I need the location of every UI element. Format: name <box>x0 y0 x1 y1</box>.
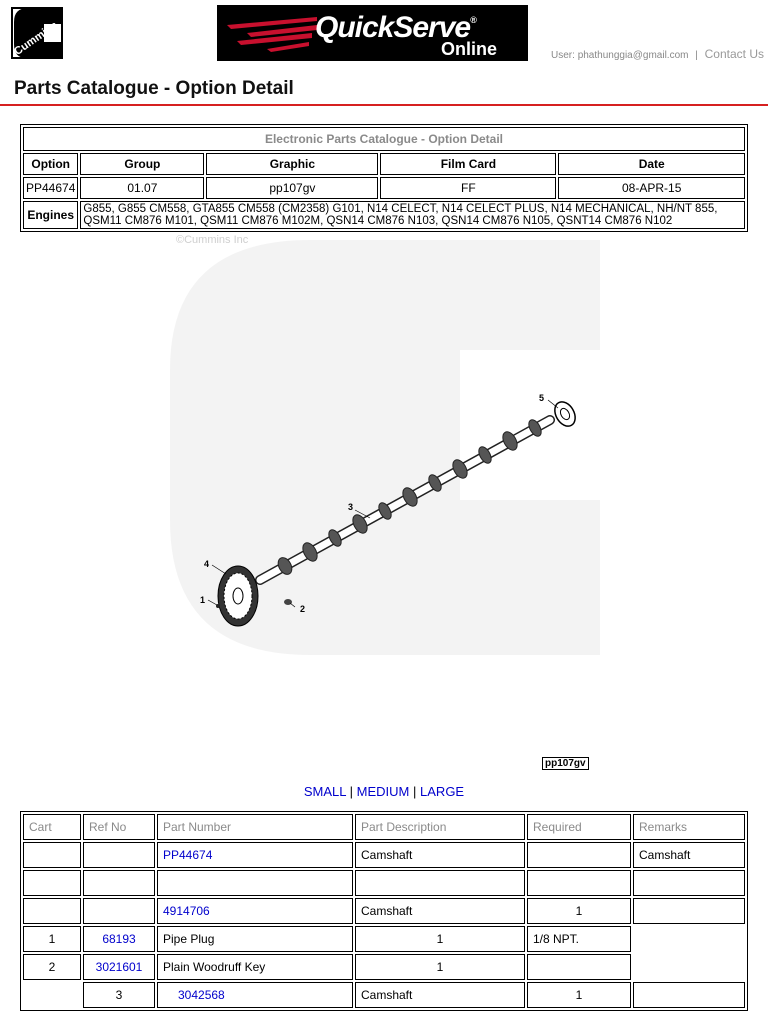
camshaft-exploded-diagram <box>160 230 610 660</box>
description-cell: Camshaft <box>355 898 525 924</box>
header-film-card: Film Card <box>380 153 556 175</box>
header-option: Option <box>23 153 78 175</box>
engines-label: Engines <box>23 201 78 229</box>
remarks-cell <box>633 898 745 924</box>
header-required: Required <box>527 814 631 840</box>
quickserve-title: QuickServe® <box>315 11 476 44</box>
required-cell <box>527 842 631 868</box>
callout-5: 5 <box>539 393 545 403</box>
callout-4: 4 <box>204 559 210 569</box>
user-email: phathunggia@gmail.com <box>577 50 689 61</box>
option-table-caption: Electronic Parts Catalogue - Option Detail <box>23 127 745 151</box>
part-number-cell <box>157 898 353 924</box>
woodruff-key-part <box>284 599 292 605</box>
option-detail-table <box>20 124 748 232</box>
header-remarks: Remarks <box>633 814 745 840</box>
header-date: Date <box>558 153 745 175</box>
remarks-cell <box>633 926 745 980</box>
ref-cell: 3 <box>83 982 155 1008</box>
user-label: User: <box>551 50 575 61</box>
description-cell: 1 <box>355 954 525 980</box>
cart-cell[interactable] <box>23 898 81 924</box>
option-value: PP44674 <box>23 177 78 199</box>
table-row <box>23 870 745 896</box>
ref-no-link[interactable]: 3021601 <box>95 960 143 974</box>
part-number-link[interactable]: PP44674 <box>163 848 213 862</box>
user-bar <box>551 47 764 61</box>
parts-table-header <box>23 814 745 840</box>
cummins-logo[interactable] <box>4 4 68 62</box>
required-cell <box>527 954 631 980</box>
table-row <box>23 842 745 868</box>
title-divider <box>0 104 768 106</box>
user-bar-separator: | <box>695 50 698 61</box>
engines-list: G855, G855 CM558, GTA855 CM558 (CM2358) G101, N14 CELECT, N14 CELECT PLUS, N14 MECHANICAL, NH/NT 855, QSM11 CM876 M101, QSM11 CM876 M102M, QSN14 CM876 N103, QSN14 CM876 N105, QSNT14 CM876 N102 <box>80 201 745 229</box>
cart-cell[interactable] <box>23 870 81 896</box>
remarks-cell <box>633 982 745 1008</box>
site-header <box>0 0 768 68</box>
remarks-cell: Camshaft <box>633 842 745 868</box>
quickserve-banner[interactable] <box>217 5 528 61</box>
header-ref-no: Ref No <box>83 814 155 840</box>
size-medium-link[interactable]: MEDIUM <box>356 784 410 799</box>
image-size-links <box>0 784 768 799</box>
header-part-number: Part Number <box>157 814 353 840</box>
group-value: 01.07 <box>80 177 204 199</box>
size-small-link[interactable]: SMALL <box>303 784 347 799</box>
required-cell: 1 <box>527 898 631 924</box>
table-row <box>23 982 745 1008</box>
ref-cell <box>83 870 155 896</box>
cart-cell[interactable]: 2 <box>23 954 81 980</box>
part-number-cell <box>157 842 353 868</box>
film-card-value: FF <box>380 177 556 199</box>
part-number-cell: Plain Woodruff Key <box>157 954 353 980</box>
contact-us-link[interactable]: Contact Us <box>704 47 764 61</box>
header-part-description: Part Description <box>355 814 525 840</box>
quickserve-subtitle: Online <box>441 39 498 59</box>
required-cell: 1/8 NPT. <box>527 926 631 952</box>
camshaft-gear-part <box>218 566 258 626</box>
description-cell <box>355 870 525 896</box>
description-cell: Camshaft <box>355 982 525 1008</box>
svg-text:Cummins: Cummins <box>12 19 61 58</box>
ref-no-link[interactable]: 68193 <box>102 932 136 946</box>
page-title: Parts Catalogue - Option Detail <box>14 78 294 99</box>
graphic-value: pp107gv <box>206 177 378 199</box>
cart-cell[interactable] <box>23 842 81 868</box>
parts-table <box>20 811 748 1011</box>
part-number-link[interactable]: 3042568 <box>178 988 225 1002</box>
callout-2: 2 <box>300 604 306 614</box>
required-cell: 1 <box>527 982 631 1008</box>
copyright-text: ©Cummins Inc <box>176 234 249 246</box>
callout-1: 1 <box>200 595 206 605</box>
ref-cell <box>83 842 155 868</box>
size-separator: | <box>349 784 354 799</box>
callout-3: 3 <box>348 502 354 512</box>
size-large-link[interactable]: LARGE <box>420 784 465 799</box>
part-number-cell <box>157 982 353 1008</box>
header-graphic: Graphic <box>206 153 378 175</box>
date-value: 08-APR-15 <box>558 177 745 199</box>
cart-cell[interactable]: 1 <box>23 926 81 952</box>
table-row <box>23 926 745 952</box>
part-number-cell: Pipe Plug <box>157 926 353 952</box>
description-cell: Camshaft <box>355 842 525 868</box>
header-group: Group <box>80 153 204 175</box>
size-separator: | <box>413 784 417 799</box>
description-cell: 1 <box>355 926 525 952</box>
thrust-washer-part <box>551 398 580 430</box>
part-number-link[interactable]: 4914706 <box>163 904 210 918</box>
ref-cell <box>83 898 155 924</box>
required-cell <box>527 870 631 896</box>
part-number-cell <box>157 870 353 896</box>
figure-label: pp107gv <box>542 757 589 770</box>
cart-cell[interactable] <box>23 982 81 1008</box>
header-cart: Cart <box>23 814 81 840</box>
remarks-cell <box>633 870 745 896</box>
table-row <box>23 898 745 924</box>
